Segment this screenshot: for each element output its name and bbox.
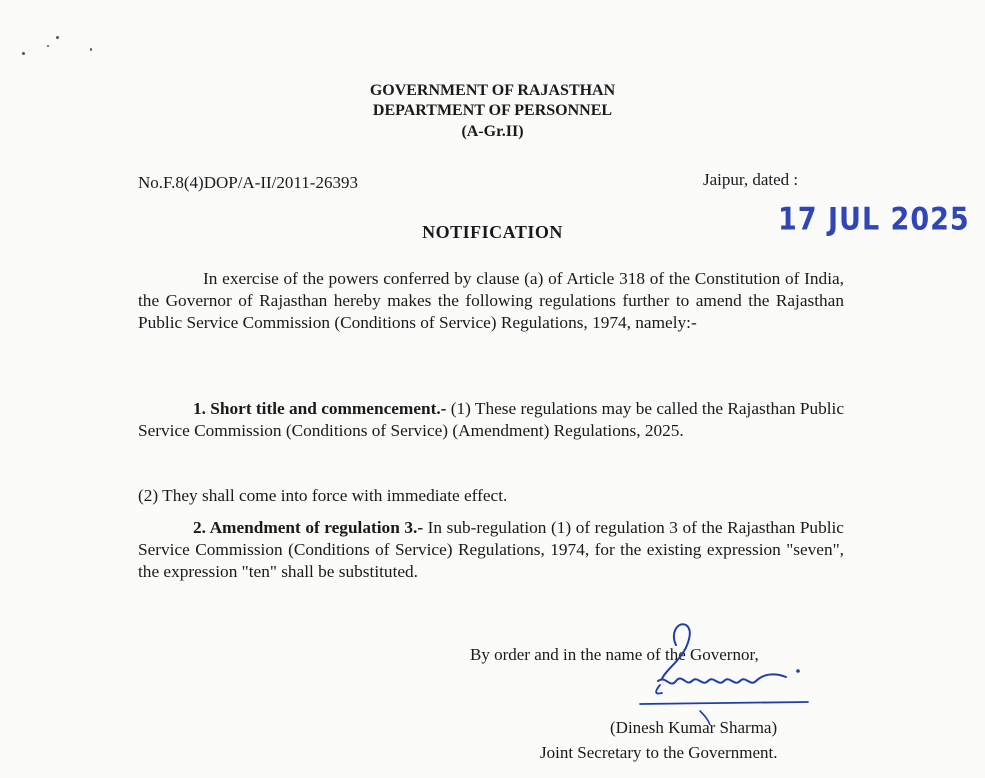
scan-speck — [90, 48, 92, 51]
date-stamp: 17 JUL 2025 — [778, 202, 970, 238]
order-line: By order and in the name of the Governor, — [470, 645, 759, 664]
reference-number: No.F.8(4)DOP/A-II/2011-26393 — [138, 173, 358, 192]
clause-2-paragraph — [138, 517, 844, 583]
clause-text: In sub-regulation (1) of regulation 3 of the Rajasthan Public Service Commission (Conditions of Service) Regulations, 1974, for the existing expression "seven", the expression "ten" shall be substituted. — [138, 518, 844, 581]
section-heading: (A-Gr.II) — [461, 123, 524, 140]
clause-text: (2) They shall come into force with immediate effect. — [138, 486, 508, 505]
government-heading: GOVERNMENT OF RAJASTHAN — [369, 82, 616, 99]
signature-mark — [600, 615, 830, 725]
clause-heading: 2. Amendment of regulation 3.- — [193, 518, 424, 537]
officer-designation: Joint Secretary to the Government. — [540, 743, 778, 762]
document-title: NOTIFICATION — [422, 222, 563, 242]
officer-name: (Dinesh Kumar Sharma) — [610, 718, 778, 737]
preamble-paragraph: In exercise of the powers conferred by clause (a) of Article 318 of the Constitution of India, the Governor of Rajasthan hereby makes the following regulations further to amend the Rajasthan Public Service Commission (Conditions of Service) Regulations, 1974, namely:- — [138, 269, 844, 332]
clause-1-paragraph — [138, 398, 844, 442]
scan-speck — [56, 36, 59, 39]
scan-speck — [22, 52, 25, 55]
clause-1-subclause-2 — [138, 485, 844, 507]
place-date-label: Jaipur, dated : — [703, 170, 799, 189]
department-heading: DEPARTMENT OF PERSONNEL — [372, 102, 613, 119]
clause-heading: 1. Short title and commencement.- — [193, 399, 447, 418]
scan-speck — [47, 45, 49, 47]
clause-text: (1) These regulations may be called the Rajasthan Public Service Commission (Conditions of Service) (Amendment) Regulations, 2025. — [138, 399, 845, 440]
